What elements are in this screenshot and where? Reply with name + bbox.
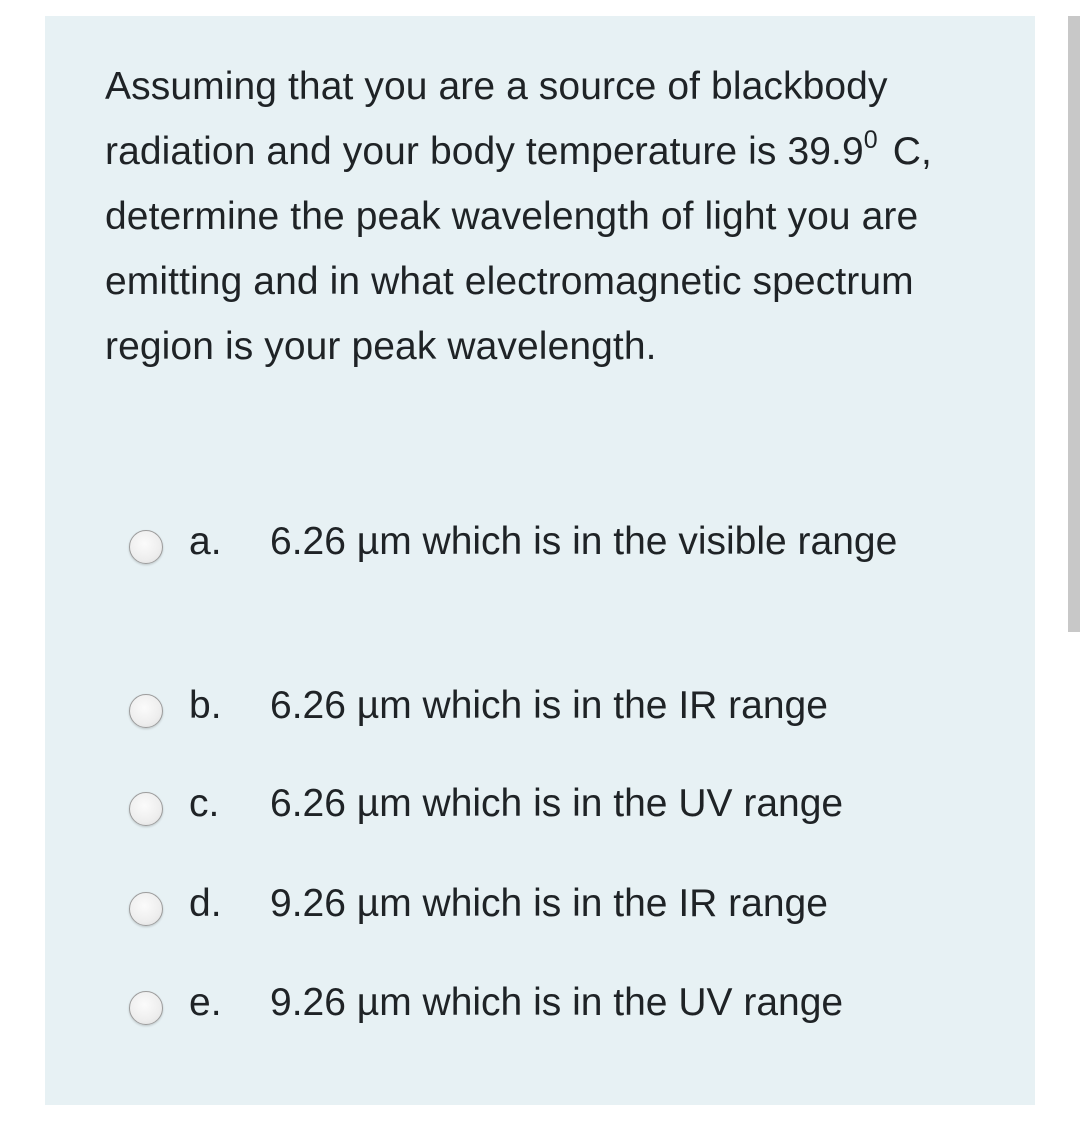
- answer-text-b: 6.26 µm which is in the IR range: [270, 684, 828, 727]
- radio-button-d[interactable]: [129, 892, 163, 926]
- answer-text-d: 9.26 µm which is in the IR range: [270, 882, 828, 925]
- answer-option-b[interactable]: [129, 673, 989, 738]
- scrollbar[interactable]: [1068, 16, 1080, 632]
- question-card: [45, 16, 1035, 1105]
- answer-option-a[interactable]: [129, 509, 989, 639]
- question-text: [105, 54, 985, 379]
- answer-text-a: 6.26 µm which is in the visible range: [270, 520, 898, 563]
- question-text-part1: Assuming that you are a source of blackbody radiation and your body temperature is 39.9: [105, 65, 888, 173]
- answer-letter-a: a.: [189, 520, 222, 563]
- answer-letter-d: d.: [189, 882, 222, 925]
- question-text-part2: C, determine the peak wavelength of light you are emitting and in what electromagnetic spectrum region is your peak wavelength.: [105, 130, 932, 368]
- degree-superscript: 0: [863, 126, 878, 154]
- radio-button-a[interactable]: [129, 530, 163, 564]
- answer-letter-e: e.: [189, 981, 222, 1024]
- answer-text-e: 9.26 µm which is in the UV range: [270, 981, 844, 1024]
- answer-option-c[interactable]: [129, 771, 989, 836]
- answer-letter-c: c.: [189, 782, 220, 825]
- answer-option-e[interactable]: [129, 970, 989, 1035]
- answer-text-c: 6.26 µm which is in the UV range: [270, 782, 844, 825]
- answer-option-d[interactable]: [129, 871, 989, 936]
- radio-button-c[interactable]: [129, 792, 163, 826]
- answer-letter-b: b.: [189, 684, 222, 727]
- radio-button-e[interactable]: [129, 991, 163, 1025]
- radio-button-b[interactable]: [129, 694, 163, 728]
